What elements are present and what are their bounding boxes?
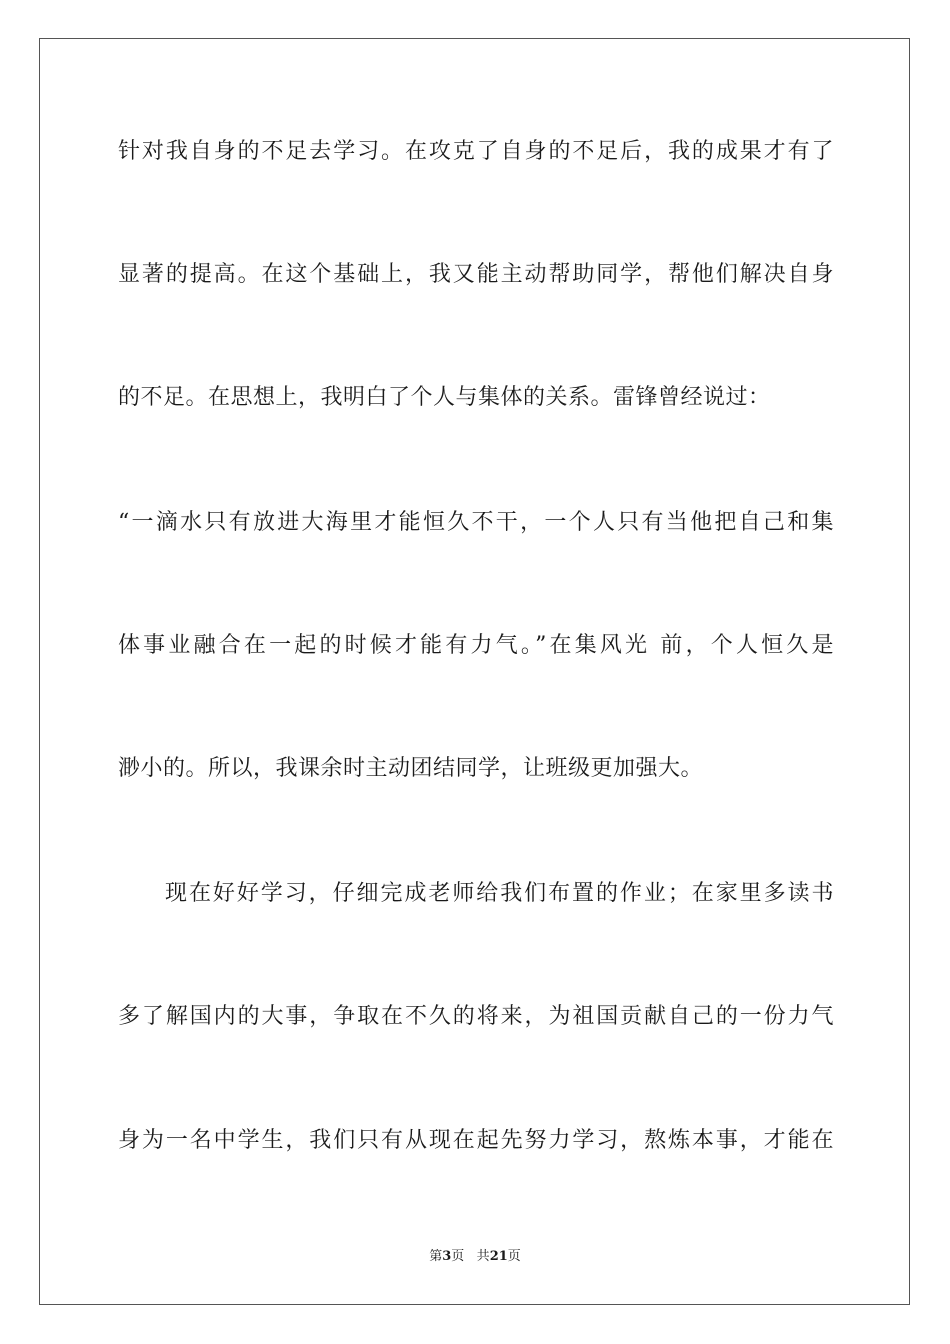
paragraph-line-8: 多了解国内的大事，争取在不久的将来，为祖国贡献自己的一份力气 bbox=[118, 1004, 834, 1029]
footer-total-suffix: 页 bbox=[507, 1249, 521, 1264]
paragraph-line-4: “一滴水只有放进大海里才能恒久不干，一个人只有当他把自己和集 bbox=[118, 510, 834, 535]
paragraph-line-9: 身为一名中学生，我们只有从现在起先努力学习，熬炼本事，才能在 bbox=[118, 1128, 834, 1153]
footer-page-current: 3 bbox=[442, 1249, 452, 1264]
footer-total-prefix: 共 bbox=[476, 1249, 490, 1264]
page-footer bbox=[0, 1248, 950, 1266]
paragraph-line-3: 的不足。在思想上，我明白了个人与集体的关系。雷锋曾经说过： bbox=[118, 385, 771, 410]
page-border bbox=[39, 38, 910, 1305]
footer-page-total: 21 bbox=[489, 1249, 508, 1264]
paragraph-line-1: 针对我自身的不足去学习。在攻克了自身的不足后，我的成果才有了 bbox=[118, 139, 834, 164]
paragraph-line-2: 显著的提高。在这个基础上，我又能主动帮助同学，帮他们解决自身 bbox=[118, 262, 834, 287]
footer-page-prefix: 第 bbox=[429, 1249, 443, 1264]
footer-page-suffix: 页 bbox=[451, 1249, 465, 1264]
paragraph-line-6: 渺小的。所以，我课余时主动团结同学，让班级更加强大。 bbox=[118, 756, 704, 781]
paragraph-line-7: 现在好好学习，仔细完成老师给我们布置的作业；在家里多读书 bbox=[165, 881, 834, 906]
paragraph-line-5: 体事业融合在一起的时候才能有力气。”在集风光 前，个人恒久是 bbox=[118, 633, 834, 658]
